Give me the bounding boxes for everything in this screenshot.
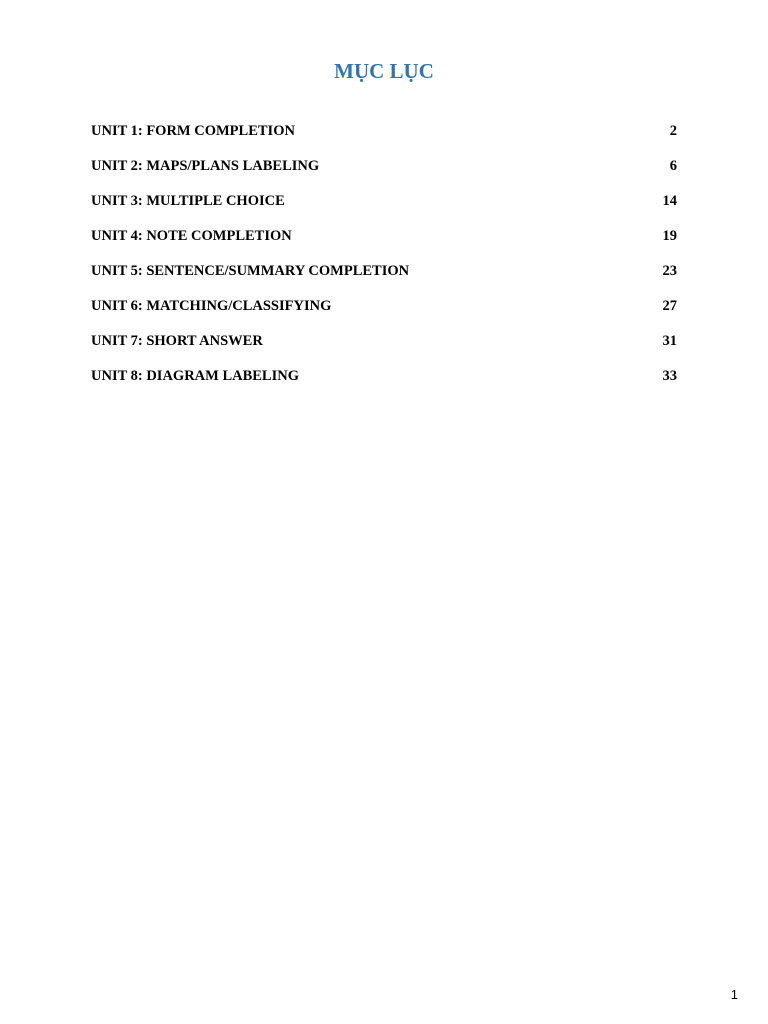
toc-entry-page-number: 27: [662, 298, 677, 314]
toc-list: [91, 119, 677, 399]
toc-entry-label: UNIT 4: NOTE COMPLETION: [91, 228, 292, 244]
toc-entry-label: UNIT 2: MAPS/PLANS LABELING: [91, 158, 320, 174]
toc-entry-label: UNIT 5: SENTENCE/SUMMARY COMPLETION: [91, 263, 410, 279]
toc-entry-label: UNIT 1: FORM COMPLETION: [91, 123, 295, 139]
toc-entry-page-number: 6: [669, 158, 677, 174]
toc-entry-label: UNIT 8: DIAGRAM LABELING: [91, 368, 299, 384]
toc-title: MỤC LỤC: [334, 59, 434, 83]
toc-entry-label: UNIT 3: MULTIPLE CHOICE: [91, 193, 285, 209]
toc-entry-page-number: 31: [662, 333, 677, 349]
toc-entry-unit-3[interactable]: [91, 189, 677, 224]
toc-entry-page-number: 23: [662, 263, 677, 279]
toc-entry-unit-5[interactable]: [91, 259, 677, 294]
toc-entry-page-number: 19: [662, 228, 677, 244]
toc-entry-label: UNIT 7: SHORT ANSWER: [91, 333, 263, 349]
toc-entry-unit-1[interactable]: [91, 119, 677, 154]
page-number: 1: [730, 987, 738, 1002]
toc-entry-page-number: 2: [669, 123, 677, 139]
toc-entry-label: UNIT 6: MATCHING/CLASSIFYING: [91, 298, 332, 314]
toc-entry-unit-4[interactable]: [91, 224, 677, 259]
toc-entry-unit-7[interactable]: [91, 329, 677, 364]
toc-entry-page-number: 33: [662, 368, 677, 384]
toc-entry-unit-6[interactable]: [91, 294, 677, 329]
toc-entry-unit-8[interactable]: [91, 364, 677, 399]
toc-entry-page-number: 14: [662, 193, 677, 209]
toc-entry-unit-2[interactable]: [91, 154, 677, 189]
